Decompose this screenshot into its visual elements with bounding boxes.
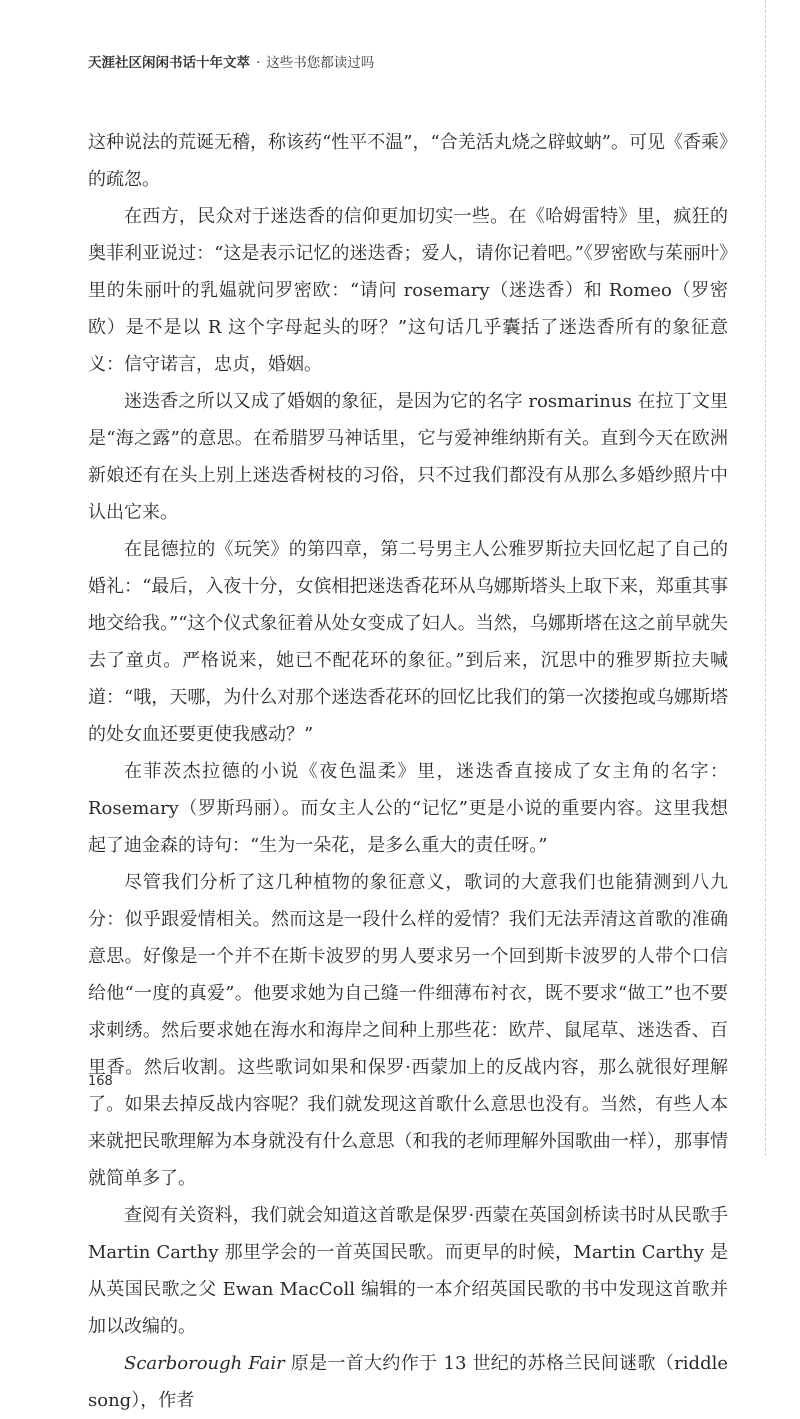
header-separator: · [256, 55, 261, 71]
scan-edge-divider [765, 0, 766, 1156]
song-title: Scarborough Fair [124, 1353, 285, 1374]
body-text [88, 124, 728, 1419]
running-header [88, 52, 728, 74]
paragraph: 在菲茨杰拉德的小说《夜色温柔》里，迷迭香直接成了女主角的名字：Rosemary（罗斯玛丽）。而女主人公的“记忆”更是小说的重要内容。这里我想起了迪金森的诗句：“生为一朵花，是多么重大的责任呀。” [88, 761, 728, 856]
paragraph: 在昆德拉的《玩笑》的第四章，第二号男主人公雅罗斯拉夫回忆起了自己的婚礼：“最后，入夜十分，女傧相把迷迭香花环从乌娜斯塔头上取下来，郑重其事地交给我。”“这个仪式象征着从处女变成了妇人。当然，乌娜斯塔在这之前早就失去了童贞。严格说来，她已不配花环的象征。”到后来，沉思中的雅罗斯拉夫喊道：“哦，天哪，为什么对那个迷迭香花环的回忆比我们的第一次搂抱或乌娜斯塔的处女血还要更使我感动？” [88, 539, 728, 745]
paragraph: 查阅有关资料，我们就会知道这首歌是保罗·西蒙在英国剑桥读书时从民歌手 Martin Carthy 那里学会的一首英国民歌。而更早的时候，Martin Carthy 是从英国民歌之父 Ewan MacColl 编辑的一本介绍英国民歌的书中发现这首歌并加以改编的。 [88, 1205, 728, 1337]
section-title: 这些书您都读过吗 [266, 55, 375, 71]
page-number: 168 [88, 1074, 113, 1089]
paragraph: 尽管我们分析了这几种植物的象征意义，歌词的大意我们也能猜测到八九分：似乎跟爱情相关。然而这是一段什么样的爱情？我们无法弄清这首歌的准确意思。好像是一个并不在斯卡波罗的男人要求另一个回到斯卡波罗的人带个口信给他“一度的真爱”。他要求她为自己缝一件细薄布衬衣，既不要求“做工”也不要求刺绣。然后要求她在海水和海岸之间种上那些花：欧芹、鼠尾草、迷迭香、百里香。然后收割。这些歌词如果和保罗·西蒙加上的反战内容，那么就很好理解了。如果去掉反战内容呢？我们就发现这首歌什么意思也没有。当然，有些人本来就把民歌理解为本身就没有什么意思（和我的老师理解外国歌曲一样），那事情就简单多了。 [88, 872, 728, 1189]
paragraph-continued: 这种说法的荒诞无稽，称该药“性平不温”，“合羌活丸烧之辟蚊蚋”。可见《香乘》的疏忽。 [88, 132, 728, 190]
paragraph: 迷迭香之所以又成了婚姻的象征，是因为它的名字 rosmarinus 在拉丁文里是“海之露”的意思。在希腊罗马神话里，它与爱神维纳斯有关。直到今天在欧洲新娘还有在头上别上迷迭香树枝的习俗，只不过我们都没有从那么多婚纱照片中认出它来。 [88, 391, 728, 523]
series-title: 天涯社区闲闲书话十年文萃 [88, 55, 250, 71]
paragraph-last-text: 原是一首大约作于 13 世纪的苏格兰民间谜歌（riddle song），作者 [88, 1353, 728, 1411]
paragraph-last [88, 1345, 728, 1419]
paragraph: 在西方，民众对于迷迭香的信仰更加切实一些。在《哈姆雷特》里，疯狂的奥菲利亚说过：“这是表示记忆的迷迭香；爱人，请你记着吧。”《罗密欧与茱丽叶》里的朱丽叶的乳媪就问罗密欧：“请问 rosemary（迷迭香）和 Romeo（罗密欧）是不是以 R 这个字母起头的呀？”这句话几乎囊括了迷迭香所有的象征意义：信守诺言，忠贞，婚姻。 [88, 206, 728, 375]
